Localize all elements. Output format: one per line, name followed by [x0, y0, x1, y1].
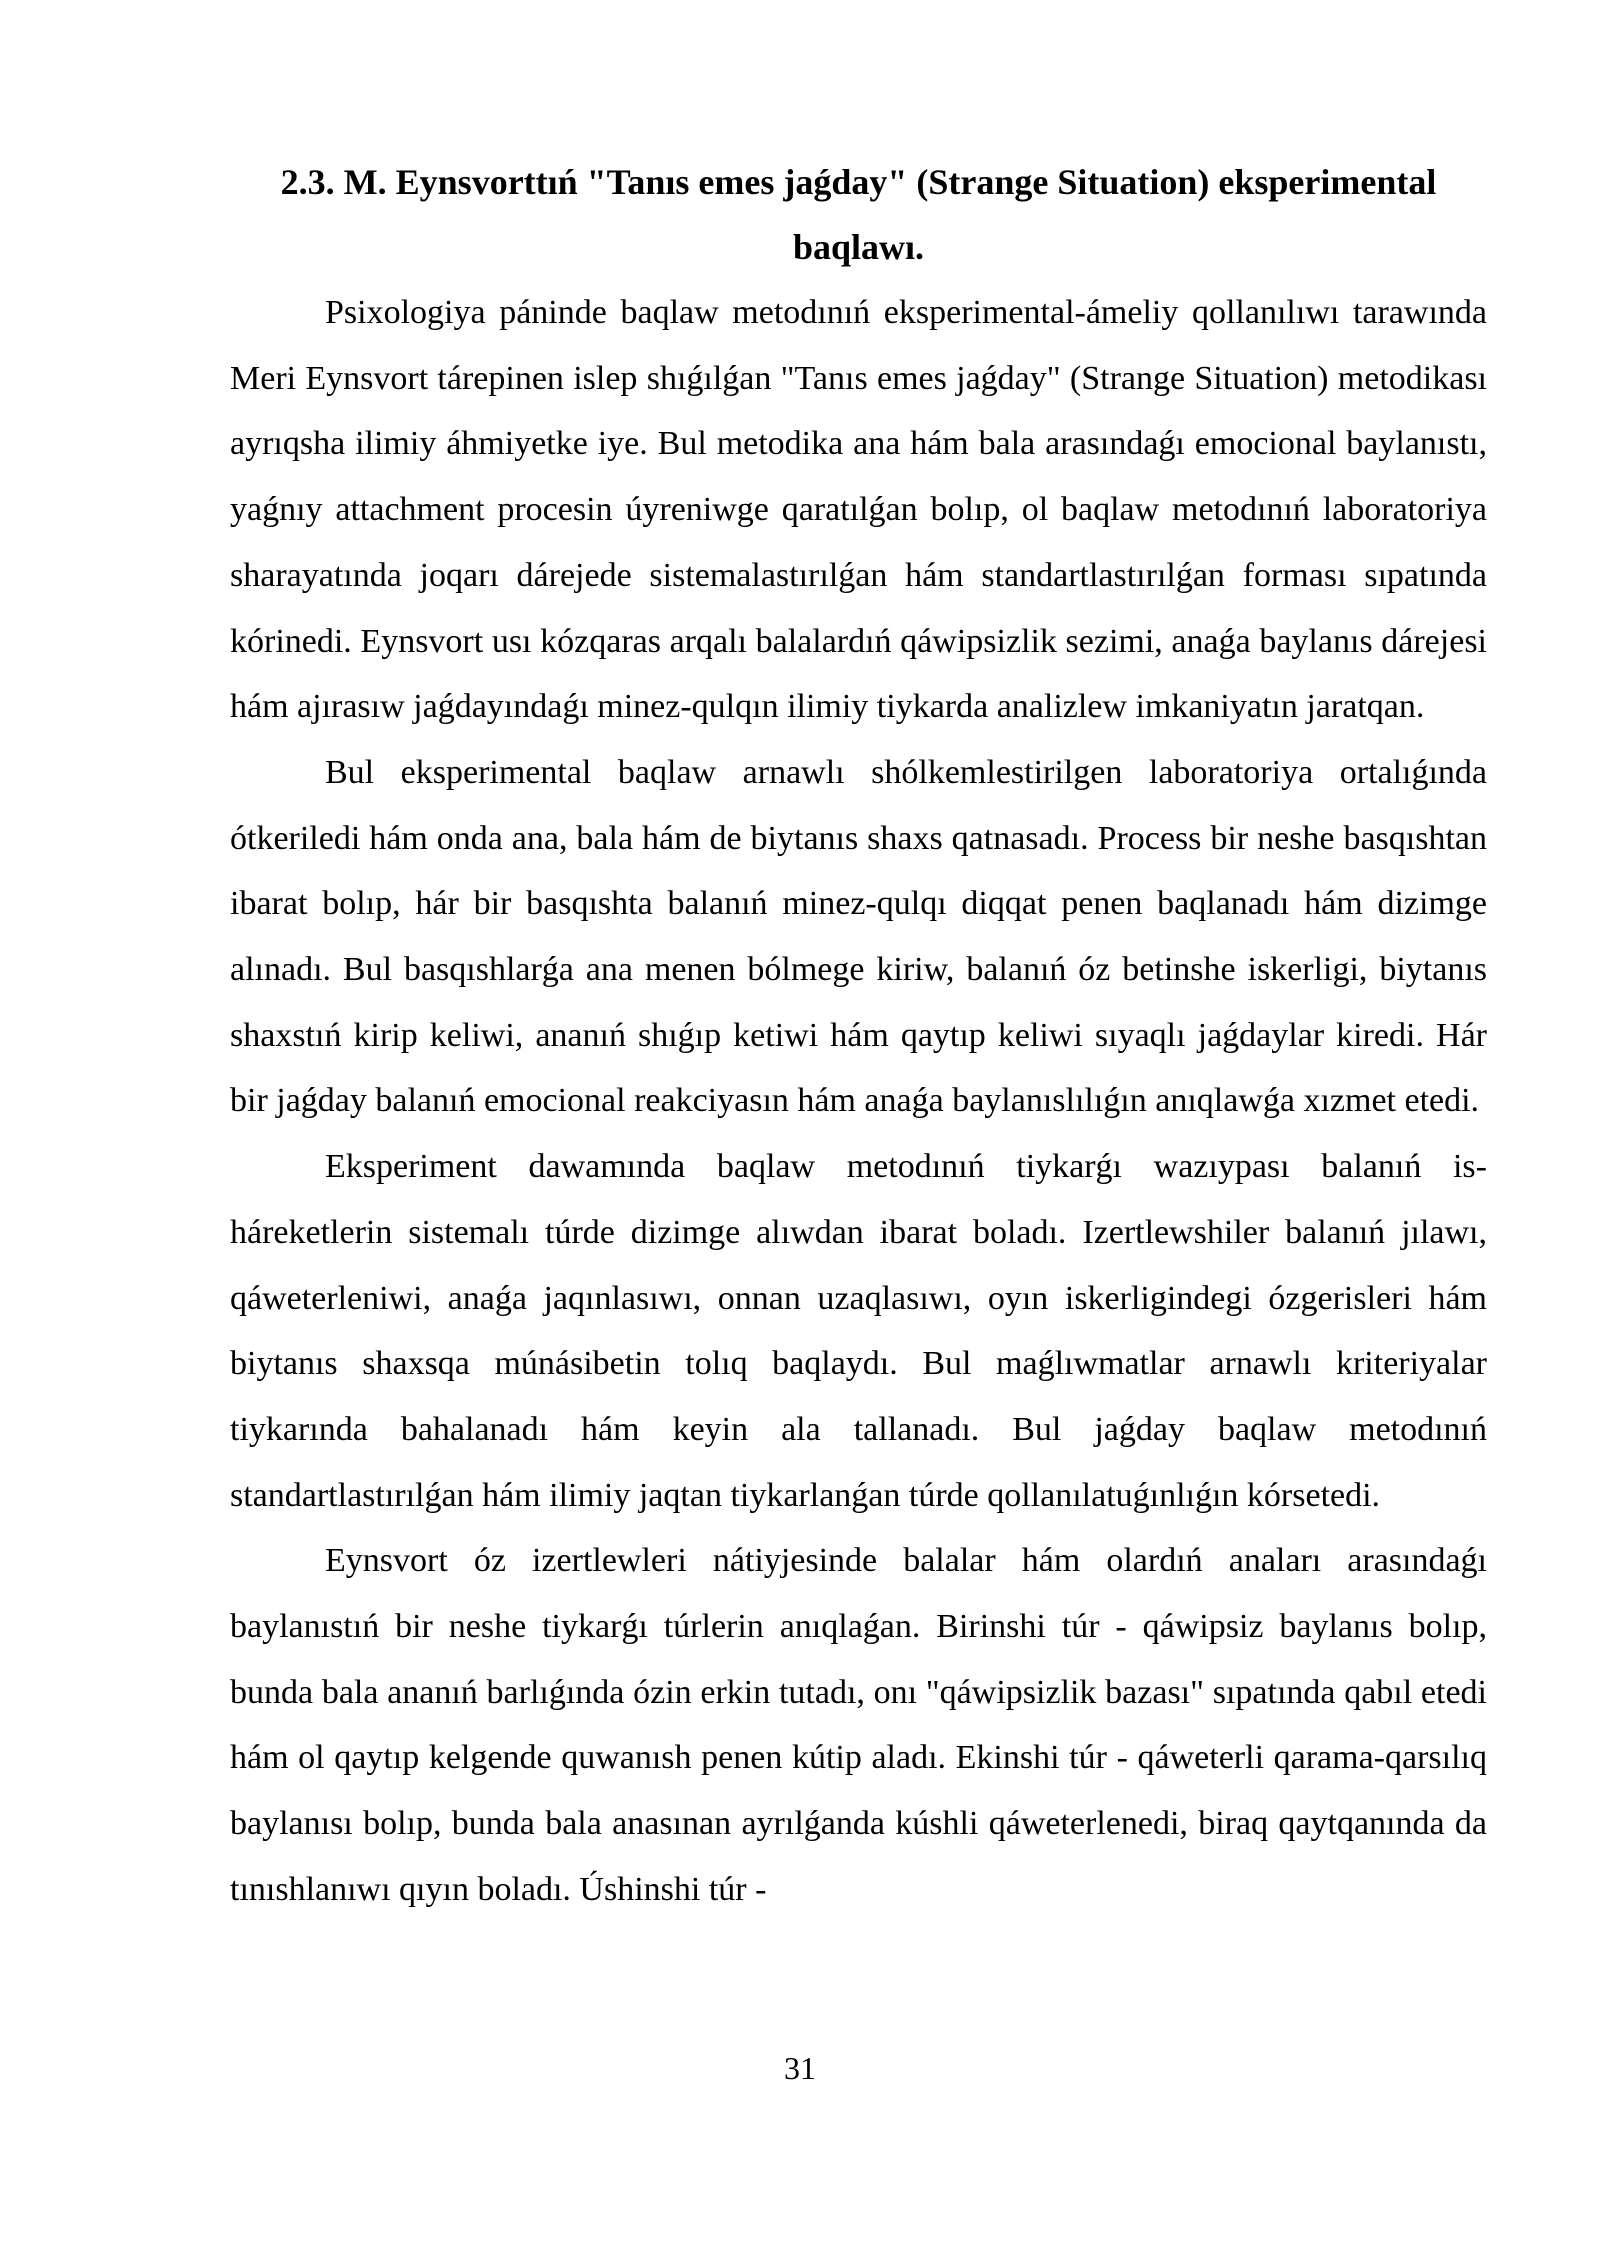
page-content — [230, 150, 1487, 1923]
paragraph-4: Eynsvort óz izertlewleri nátiyjesinde balalar hám olardıń anaları arasındaǵı baylanıstıń bir neshe tiykarǵı túrlerin anıqlaǵan. Birinshi túr - qáwipsiz baylanıs bolıp, bunda bala ananıń barlıǵında ózin erkin tutadı, onı "qáwipsizlik bazası" sıpatında qabıl etedi hám ol qaytıp kelgende quwanısh penen kútip aladı. Ekinshi túr - qáweterli qarama-qarsılıq baylanısı bolıp, bunda bala anasınan ayrılǵanda kúshli qáweterlenedi, biraq qaytqanında da tınıshlanıwı qıyın boladı. Úshinshi túr - — [230, 1542, 1487, 1908]
paragraph-2: Bul eksperimental baqlaw arnawlı shólkemlestirilgen laboratoriya ortalıǵında ótkeriledi hám onda ana, bala hám de biytanıs shaxs qatnasadı. Process bir neshe basqıshtan ibarat bolıp, hár bir basqıshta balanıń minez-qulqı diqqat penen baqlanadı hám dizimge alınadı. Bul basqıshlarǵa ana menen bólmege kiriw, balanıń óz betinshe iskerligi, biytanıs shaxstıń kirip keliwi, ananıń shıǵıp ketiwi hám qaytıp keliwi sıyaqlı jaǵdaylar kiredi. Hár bir jaǵday balanıń emocional reakciyasın hám anaǵa baylanıslılıǵın anıqlawǵa xızmet etedi. — [230, 753, 1487, 1120]
paragraph-3: Eksperiment dawamında baqlaw metodınıń tiykarǵı wazıypası balanıń is-háreketlerin sistemalı túrde dizimge alıwdan ibarat boladı. Izertlewshiler balanıń jılawı, qáweterleniwi, anaǵa jaqınlasıwı, onnan uzaqlasıwı, oyın iskerligindegi ózgerisleri hám biytanıs shaxsqa múnásibetin tolıq baqlaydı. Bul maǵlıwmatlar arnawlı kriteriyalar tiykarında bahalanadı hám keyin ala tallanadı. Bul jaǵday baqlaw metodınıń standartlastırılǵan hám ilimiy jaqtan tiykarlanǵan túrde qollanılatuǵınlıǵın kórsetedi. — [230, 1148, 1487, 1514]
paragraph-1: Psixologiya páninde baqlaw metodınıń eksperimental-ámeliy qollanılıwı tarawında Meri Eynsvort tárepinen islep shıǵılǵan "Tanıs emes jaǵday" (Strange Situation) metodikası ayrıqsha ilimiy áhmiyetke iye. Bul metodika ana hám bala arasındaǵı emocional baylanıstı, yaǵnıy attachment procesin úyreniwge qaratılǵan bolıp, ol baqlaw metodınıń laboratoriya sharayatında joqarı dárejede sistemalastırılǵan hám standartlastırılǵan forması sıpatında kórinedi. Eynsvort usı kózqaras arqalı balalardıń qáwipsizlik sezimi, anaǵa baylanıs dárejesi hám ajırasıw jaǵdayındaǵı minez-qulqın ilimiy tiykarda analizlew imkaniyatın jaratqan. — [230, 294, 1487, 726]
page-number: 31 — [784, 2050, 816, 2086]
section-heading: 2.3. M. Eynsvorttıń "Tanıs emes jaǵday" (Strange Situation) eksperimental baqlawı. — [280, 162, 1437, 267]
